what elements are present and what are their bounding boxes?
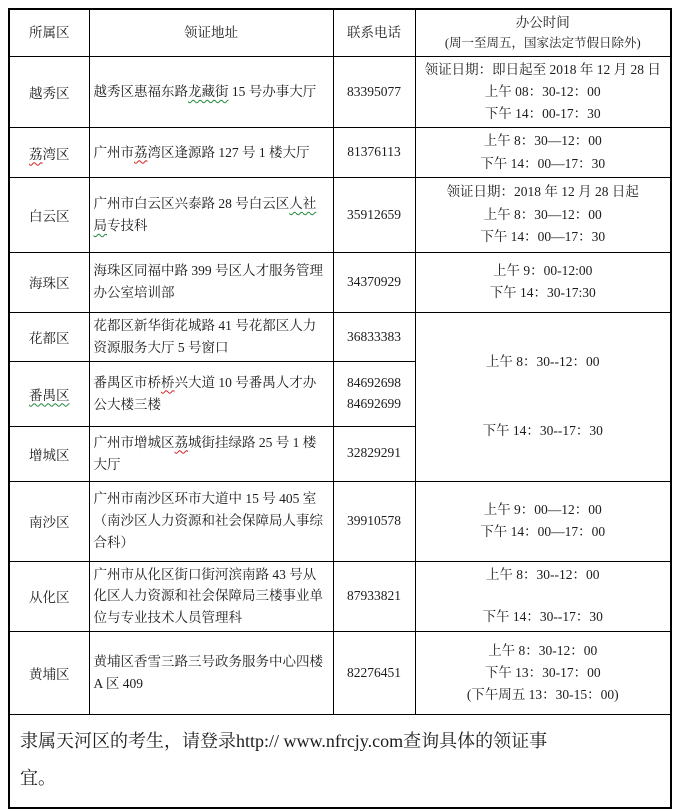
header-hours (415, 9, 671, 56)
note-url: http:// www.nfrcjy.com (236, 731, 404, 752)
district-cell: 增城区 (9, 426, 89, 481)
district-cell: 黄埔区 (9, 632, 89, 715)
hours-line: 上午 8：30—12：00 (483, 206, 602, 222)
district-cell: 南沙区 (9, 481, 89, 561)
header-district: 所属区 (9, 9, 89, 56)
phone-cell: 83395077 (333, 56, 415, 128)
hours-cell (415, 252, 671, 312)
hours-line: 领证日期：即日起至 2018 年 12 月 28 日 (424, 61, 661, 77)
table-header-row (9, 9, 671, 56)
address-text: 黄埔区香雪三路三号政务服务中心四楼 A 区 409 (93, 654, 323, 692)
address-text: 湾区逢源路 127 号 1 楼大厅 (147, 144, 310, 160)
table-row (9, 632, 671, 715)
address-cell (89, 252, 333, 312)
table-row (9, 56, 671, 128)
hours-line: 下午 14：00—17：30 (480, 228, 606, 244)
hours-cell (415, 56, 671, 128)
phone-cell: 39910578 (333, 481, 415, 561)
address-text: 城街挂绿路 25 号 1 楼大厅 (93, 434, 317, 472)
address-cell (89, 177, 333, 252)
address-text: 广州市南沙区环市大道中 15 号 405 室（南沙区人力资源和社会保障局人事综合科） (93, 491, 323, 550)
spellcheck-wavy: 番禺区 (29, 387, 70, 403)
hours-line: 上午 9：00-12:00 (493, 263, 593, 279)
hours-line: 下午 14：00—17：00 (480, 524, 606, 540)
spellcheck-wavy: 荔 (134, 144, 148, 160)
address-text: 兴大道 10 号番禺人才办公大楼三楼 (93, 374, 317, 412)
table-row (9, 561, 671, 632)
phone-cell: 34370929 (333, 252, 415, 312)
certificate-pickup-table (8, 8, 672, 809)
phone-cell: 82276451 (333, 632, 415, 715)
hours-line: 上午 8：30--12：00 (485, 354, 600, 370)
hours-line: 上午 9：00—12：00 (483, 501, 602, 517)
hours-line: 下午 14：30--17：30 (482, 422, 603, 438)
hours-line: (下午周五 13：30-15：00) (466, 687, 619, 703)
spellcheck-wavy: 桥 (161, 374, 175, 390)
note-text: 隶属天河区的考生，请登录 (20, 731, 236, 752)
hours-cell (415, 177, 671, 252)
address-text: 花都区新华街花城路 41 号花都区人力资源服务大厅 5 号窗口 (93, 317, 317, 355)
hours-line: 下午 14：30-17:30 (489, 285, 596, 301)
table-row (9, 177, 671, 252)
table-row (9, 312, 671, 361)
table-row (9, 481, 671, 561)
note-text: 宜。 (20, 768, 56, 789)
hours-cell-merged (415, 312, 671, 481)
hours-cell (415, 481, 671, 561)
address-text: 越秀区惠福东路 (93, 83, 188, 99)
hours-line: 下午 14：00-17：30 (484, 106, 601, 122)
spellcheck-wavy: 人社局 (93, 195, 317, 233)
tianhe-note (9, 715, 671, 808)
address-cell (89, 481, 333, 561)
address-text: 广州市白云区兴泰路 28 号白云区 (93, 195, 290, 211)
phone-cell: 87933821 (333, 561, 415, 632)
phone-number: 84692698 (347, 375, 401, 391)
header-address: 领证地址 (89, 9, 333, 56)
address-text: 15 号办事大厅 (228, 83, 317, 99)
district-cell: 花都区 (9, 312, 89, 361)
table-row (9, 252, 671, 312)
hours-cell (415, 128, 671, 178)
address-cell (89, 128, 333, 178)
phone-cell: 81376113 (333, 128, 415, 178)
spellcheck-wavy: 荔 (29, 146, 43, 162)
address-cell (89, 56, 333, 128)
address-text: 广州市增城区 (93, 434, 175, 450)
district-cell: 越秀区 (9, 56, 89, 128)
note-text: 查询具体的领证事 (403, 731, 548, 752)
address-cell (89, 361, 333, 426)
hours-line: 领证日期：2018 年 12 月 28 日起 (446, 184, 639, 200)
district-text: 湾区 (42, 146, 70, 162)
phone-number: 84692699 (347, 395, 401, 411)
address-text: 广州市从化区街口街河滨南路 43 号从化区人力资源和社会保障局三楼事业单位与专业技术人员管理科 (93, 566, 323, 626)
note-row (9, 715, 671, 808)
hours-line: 上午 8：30—12：00 (483, 133, 602, 149)
table-row (9, 128, 671, 178)
address-cell (89, 312, 333, 361)
spellcheck-wavy: 龙藏街 (188, 83, 229, 99)
spellcheck-wavy: 荔 (174, 434, 188, 450)
address-text: 专技科 (107, 217, 148, 233)
district-cell: 白云区 (9, 177, 89, 252)
hours-line: 上午 08：30-12：00 (484, 83, 601, 99)
hours-line: 下午 13：30-17：00 (484, 664, 601, 680)
hours-line: 下午 14：30--17：30 (482, 609, 603, 625)
hours-cell (415, 561, 671, 632)
hours-cell (415, 632, 671, 715)
phone-cell: 36833383 (333, 312, 415, 361)
phone-cell (333, 361, 415, 426)
district-cell: 海珠区 (9, 252, 89, 312)
district-cell (9, 361, 89, 426)
header-phone: 联系电话 (333, 9, 415, 56)
address-text: 番禺区市桥 (93, 374, 161, 390)
hours-line: 上午 8：30-12：00 (488, 642, 598, 658)
hours-line: 下午 14：00—17：30 (480, 155, 606, 171)
phone-cell: 35912659 (333, 177, 415, 252)
district-cell (9, 128, 89, 178)
phone-cell: 32829291 (333, 426, 415, 481)
address-cell (89, 426, 333, 481)
district-cell: 从化区 (9, 561, 89, 632)
address-cell (89, 632, 333, 715)
hours-line: 上午 8：30--12：00 (485, 567, 600, 583)
address-text: 广州市 (93, 144, 134, 160)
address-text: 海珠区同福中路 399 号区人才服务管理办公室培训部 (93, 263, 323, 301)
header-hours-title: 办公时间 (515, 15, 570, 31)
header-hours-subtitle: (周一至周五，国家法定节假日除外) (444, 35, 641, 50)
address-cell (89, 561, 333, 632)
